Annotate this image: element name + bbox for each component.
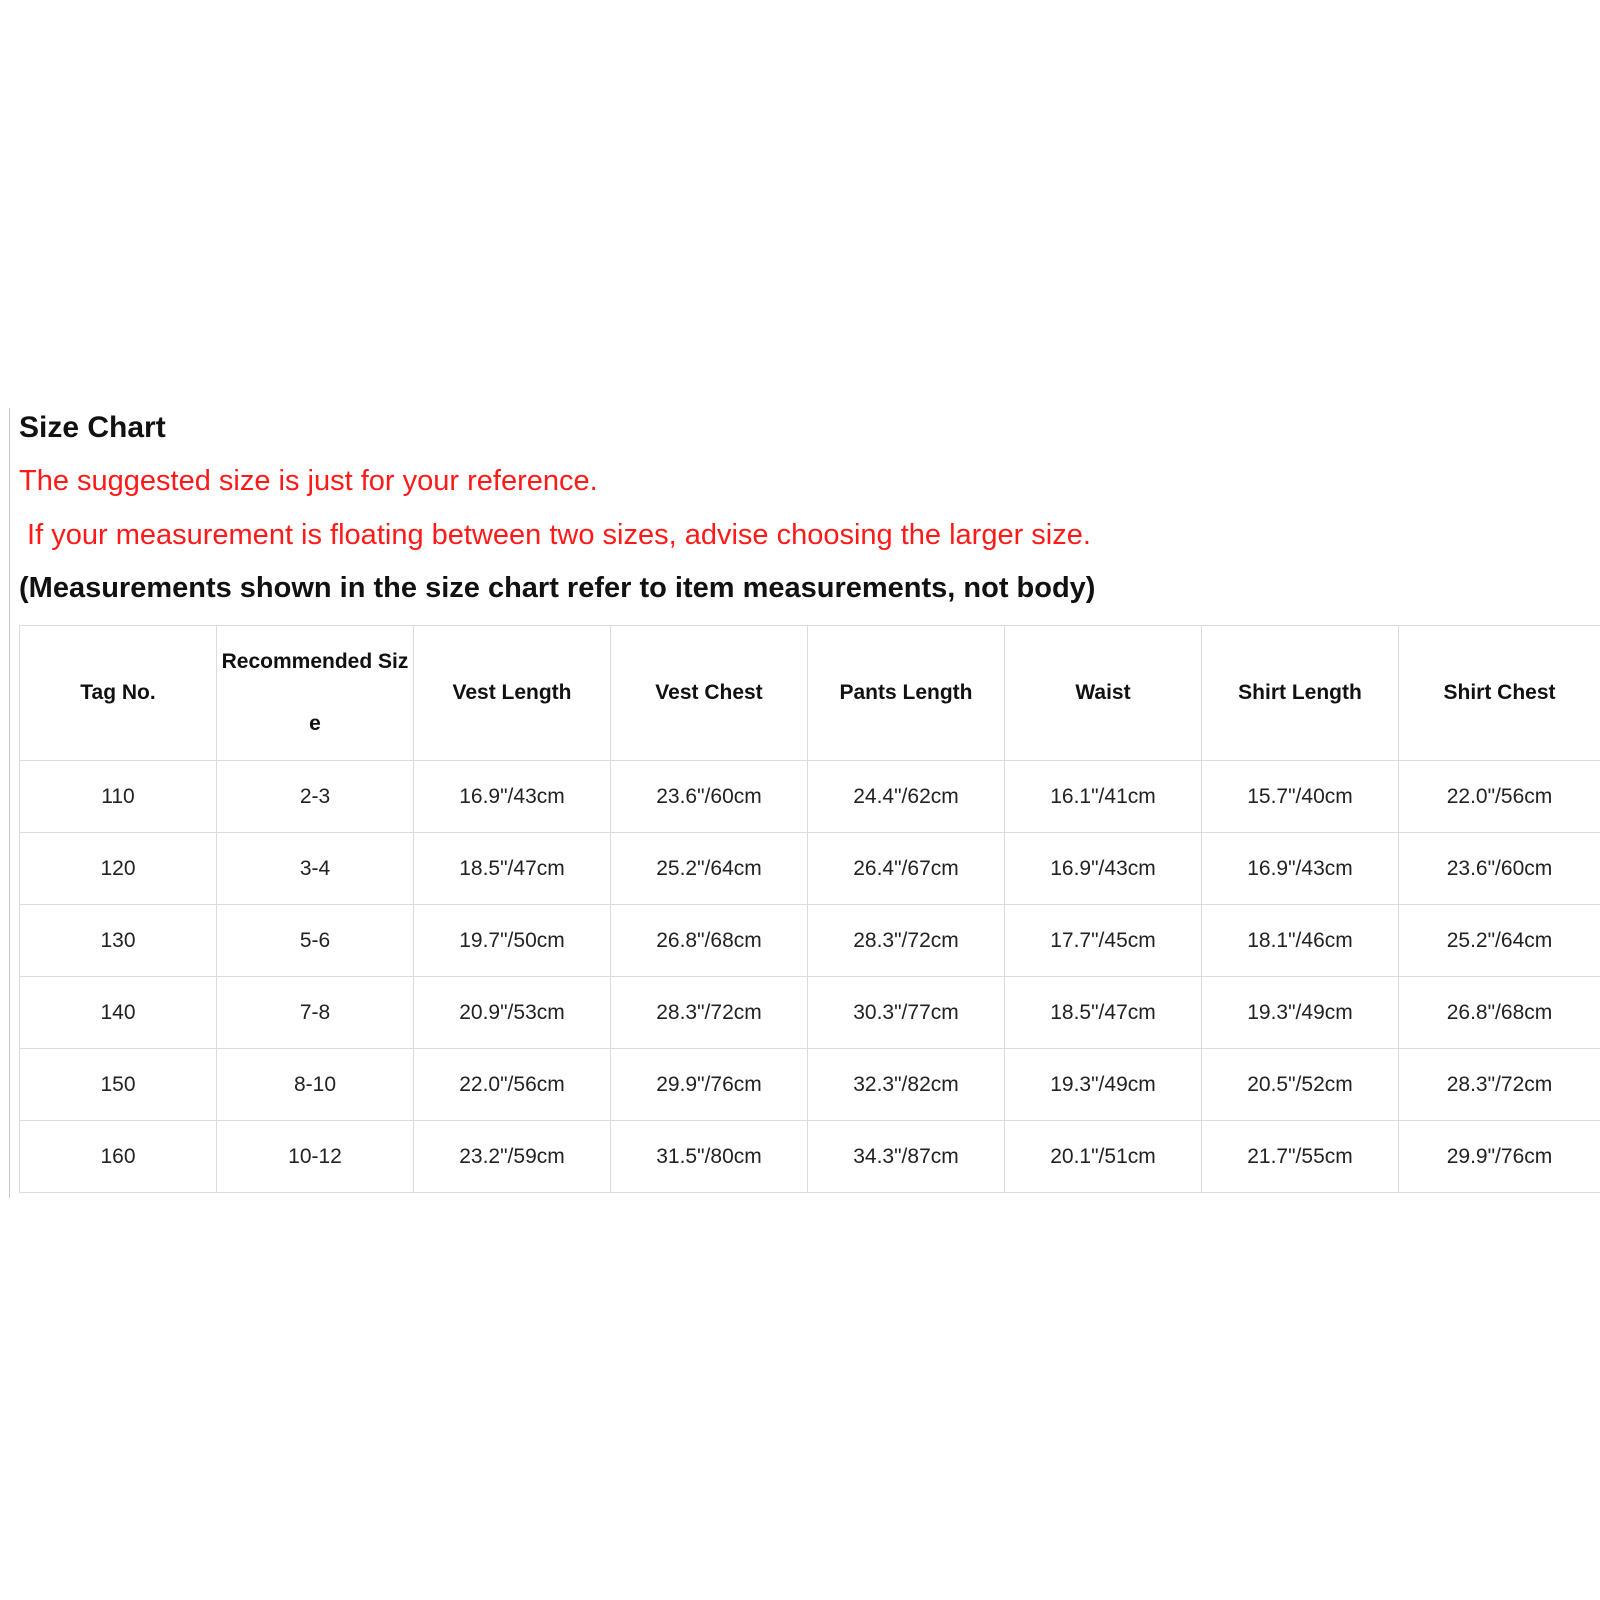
- cell-vest-length: 18.5"/47cm: [414, 833, 611, 905]
- cell-vest-length: 19.7"/50cm: [414, 905, 611, 977]
- cell-tag-no: 150: [20, 1049, 217, 1121]
- cell-vest-length: 20.9"/53cm: [414, 977, 611, 1049]
- cell-vest-length: 22.0"/56cm: [414, 1049, 611, 1121]
- table-row: [20, 977, 1600, 1049]
- header-shirt-chest: Shirt Chest: [1399, 626, 1600, 761]
- measurement-disclaimer: (Measurements shown in the size chart refer to item measurements, not body): [19, 572, 1096, 604]
- cell-vest-chest: 26.8"/68cm: [611, 905, 808, 977]
- cell-shirt-length: 21.7"/55cm: [1202, 1121, 1399, 1193]
- header-shirt-length: Shirt Length: [1202, 626, 1399, 761]
- cell-recommended-size: 7-8: [217, 977, 414, 1049]
- cell-recommended-size: 8-10: [217, 1049, 414, 1121]
- table-header-row: [20, 626, 1600, 761]
- cell-tag-no: 160: [20, 1121, 217, 1193]
- cell-shirt-chest: 28.3"/72cm: [1399, 1049, 1600, 1121]
- cell-recommended-size: 2-3: [217, 761, 414, 833]
- table-row: [20, 1049, 1600, 1121]
- sizing-advice-note: If your measurement is floating between two sizes, advise choosing the larger size.: [19, 519, 1091, 551]
- table-row: [20, 905, 1600, 977]
- table-row: [20, 761, 1600, 833]
- header-recommended-size: [217, 626, 414, 761]
- header-pants-length: Pants Length: [808, 626, 1005, 761]
- cell-vest-chest: 29.9"/76cm: [611, 1049, 808, 1121]
- cell-waist: 18.5"/47cm: [1005, 977, 1202, 1049]
- cell-vest-chest: 31.5"/80cm: [611, 1121, 808, 1193]
- page-title: Size Chart: [19, 411, 166, 444]
- cell-waist: 16.1"/41cm: [1005, 761, 1202, 833]
- cell-vest-length: 23.2"/59cm: [414, 1121, 611, 1193]
- cell-waist: 20.1"/51cm: [1005, 1121, 1202, 1193]
- cell-pants-length: 28.3"/72cm: [808, 905, 1005, 977]
- cell-tag-no: 110: [20, 761, 217, 833]
- cell-shirt-chest: 26.8"/68cm: [1399, 977, 1600, 1049]
- cell-shirt-chest: 23.6"/60cm: [1399, 833, 1600, 905]
- cell-shirt-length: 16.9"/43cm: [1202, 833, 1399, 905]
- cell-vest-length: 16.9"/43cm: [414, 761, 611, 833]
- cell-pants-length: 30.3"/77cm: [808, 977, 1005, 1049]
- cell-shirt-chest: 25.2"/64cm: [1399, 905, 1600, 977]
- size-table: [19, 625, 1600, 1193]
- cell-shirt-chest: 29.9"/76cm: [1399, 1121, 1600, 1193]
- cell-tag-no: 140: [20, 977, 217, 1049]
- header-vest-chest: Vest Chest: [611, 626, 808, 761]
- cell-recommended-size: 5-6: [217, 905, 414, 977]
- cell-recommended-size: 10-12: [217, 1121, 414, 1193]
- header-waist: Waist: [1005, 626, 1202, 761]
- cell-recommended-size: 3-4: [217, 833, 414, 905]
- cell-tag-no: 130: [20, 905, 217, 977]
- left-divider: [9, 408, 10, 1198]
- cell-pants-length: 24.4"/62cm: [808, 761, 1005, 833]
- cell-waist: 17.7"/45cm: [1005, 905, 1202, 977]
- cell-pants-length: 34.3"/87cm: [808, 1121, 1005, 1193]
- cell-pants-length: 26.4"/67cm: [808, 833, 1005, 905]
- cell-vest-chest: 25.2"/64cm: [611, 833, 808, 905]
- table-row: [20, 833, 1600, 905]
- cell-waist: 19.3"/49cm: [1005, 1049, 1202, 1121]
- header-vest-length: Vest Length: [414, 626, 611, 761]
- cell-tag-no: 120: [20, 833, 217, 905]
- header-tag-no: Tag No.: [20, 626, 217, 761]
- cell-shirt-length: 15.7"/40cm: [1202, 761, 1399, 833]
- cell-shirt-length: 19.3"/49cm: [1202, 977, 1399, 1049]
- cell-shirt-length: 18.1"/46cm: [1202, 905, 1399, 977]
- table-row: [20, 1121, 1600, 1193]
- cell-shirt-chest: 22.0"/56cm: [1399, 761, 1600, 833]
- cell-vest-chest: 28.3"/72cm: [611, 977, 808, 1049]
- cell-waist: 16.9"/43cm: [1005, 833, 1202, 905]
- cell-shirt-length: 20.5"/52cm: [1202, 1049, 1399, 1121]
- header-recommended-size-label: Recommended Size: [221, 650, 409, 735]
- cell-pants-length: 32.3"/82cm: [808, 1049, 1005, 1121]
- reference-note: The suggested size is just for your reference.: [19, 465, 598, 497]
- cell-vest-chest: 23.6"/60cm: [611, 761, 808, 833]
